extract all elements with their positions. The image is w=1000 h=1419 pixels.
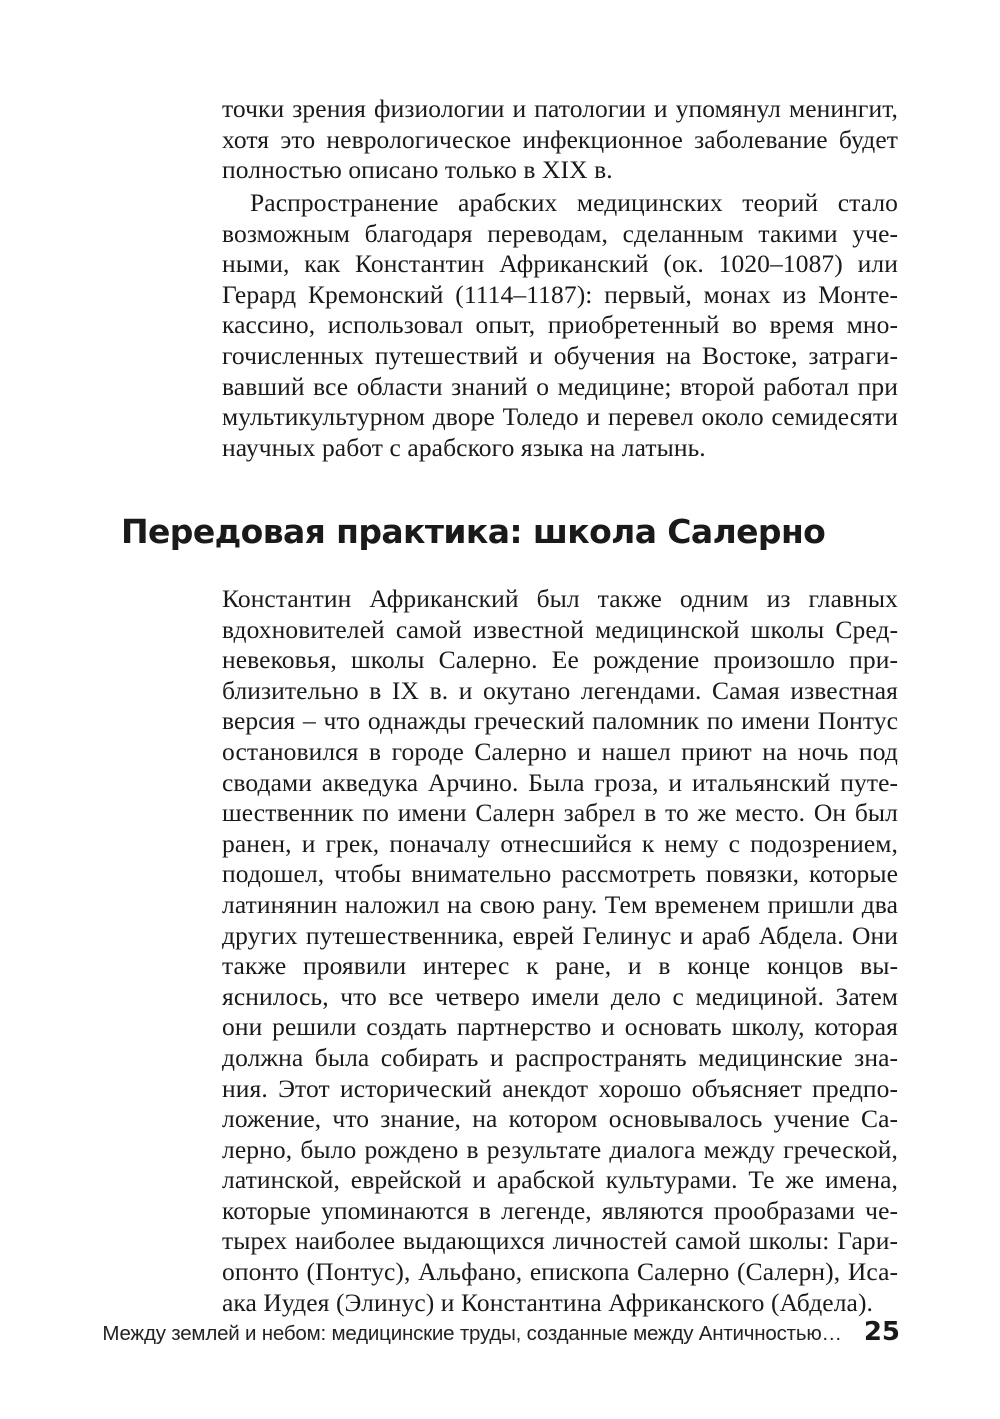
paragraph-salerno-school: Константин Африканский был также одним из главных вдохновителей самой известной медицинской школы Средневековья, школы Салерно. Ее рождение произошло приблизительно в IX в. и окутано легендами. Самая известная версия – что однажды греческий паломник по имени Понтус остановился в городе Салерно и нашел приют на ночь под сводами акведука Арчино. Была гроза, и итальянский путешественник по имени Салерн забрел в то же место. Он был ранен, и грек, поначалу отнесшийся к нему с подозрением, подошел, чтобы внимательно рассмотреть повязки, которые латинянин наложил на свою рану. Тем временем пришли два других путешественника, еврей Гелинус и араб Абдела. Они также проявили интерес к ране, и в конце концов выяснилось, что все четверо имели дело с медициной. Затем они решили создать партнерство и основать школу, которая должна была собирать и распространять медицинские знания. Этот исторический анекдот хорошо объясняет предположение, что знание, на котором основывалось учение Салерно, было рождено в результате диалога между греческой, латинской, еврейской и арабской культурами. Те же имена, которые упоминаются в легенде, являются прообразами четырех наиболее выдающихся личностей самой школы: Гариопонто (Понтус), Альфано, епископа Салерно (Салерн), Исаака Иудея (Элинус) и Константина Африканского (Абдела). xyxy=(222,584,898,1317)
page-footer xyxy=(102,1317,900,1347)
page-number: 25 xyxy=(863,1317,900,1347)
running-title: Между землей и небом: медицинские труды, созданные между Античностью… xyxy=(102,1322,842,1345)
paragraph-translations: Распространение арабских медицинских теорий стало возможным благодаря переводам, сделанным такими учеными, как Константин Африканский (ок. 1020–1087) или Герард Кремонский (1114–1187): первый, монах из Монтекассино, использовал опыт, приобретенный во время многочисленных путешествий и обучения на Востоке, затрагивавший все области знаний о медицине; второй работал при мультикультурном дворе Толедо и перевел около семидесяти научных работ с арабского языка на латынь. xyxy=(222,188,898,462)
paragraph-continuation: точки зрения физиологии и патологии и упомянул менингит, хотя это неврологическое инфекционное заболевание будет полностью описано только в XIX в. xyxy=(222,94,898,185)
section-heading: Передовая практика: школа Салерно xyxy=(121,512,826,551)
